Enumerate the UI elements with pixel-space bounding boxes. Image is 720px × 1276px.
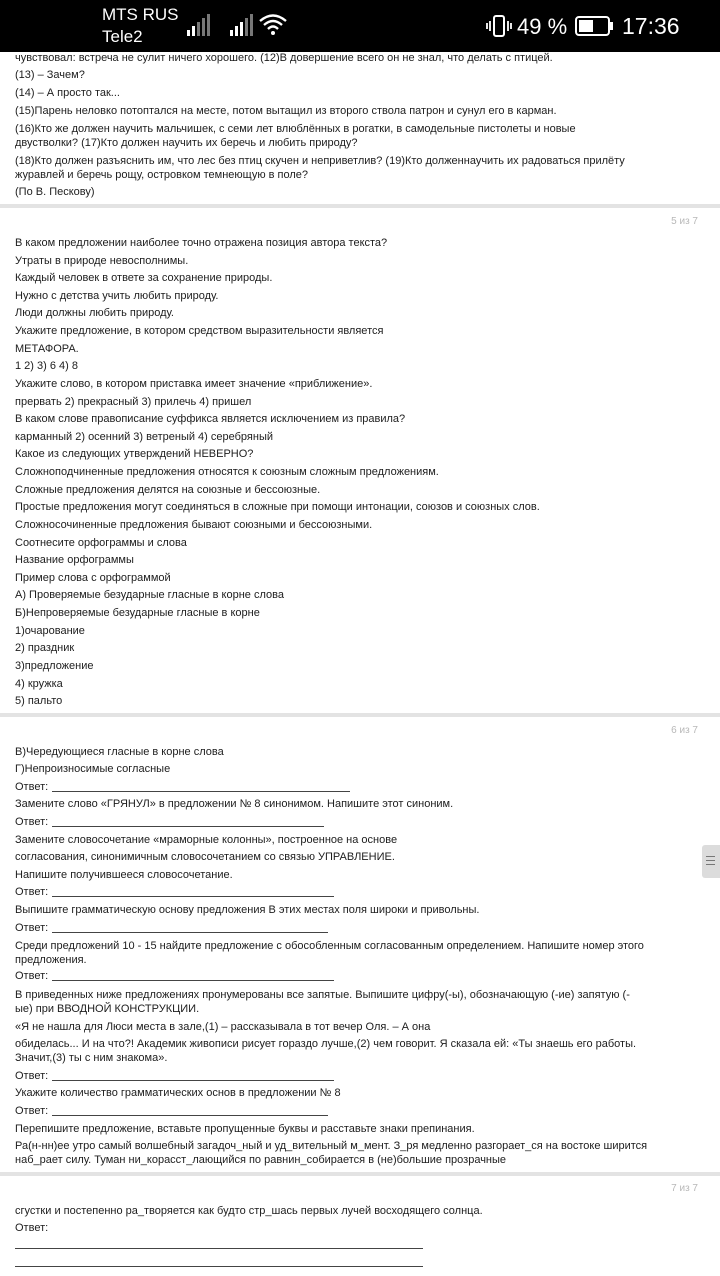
answer-label: Ответ:: [15, 1105, 49, 1117]
text-line: Пример слова с орфограммой: [15, 572, 171, 584]
text-line: Замените слово «ГРЯНУЛ» в предложении № 8 синонимом. Напишите этот синоним.: [15, 798, 454, 810]
carrier-secondary: Tele2: [102, 27, 143, 46]
answer-line: [15, 1266, 423, 1267]
answer-line: [52, 932, 328, 933]
text-line: Выпишите грамматическую основу предложения В этих местах поля широки и привольны.: [15, 904, 480, 916]
text-line: Замените словосочетание «мраморные колонны», построенное на основе: [15, 834, 398, 846]
signal-strength-icon: [187, 14, 211, 36]
answer-label: Ответ:: [15, 1070, 49, 1082]
answer-line: [52, 980, 334, 981]
text-line: предложения.: [15, 954, 87, 966]
answer-label: Ответ:: [15, 1222, 49, 1234]
text-line: Значит,(3) ты с ним знакома».: [15, 1052, 168, 1064]
page-separator: [0, 1172, 720, 1176]
text-line: Г)Непроизносимые согласные: [15, 763, 171, 775]
text-line: Соотнесите орфограммы и слова: [15, 537, 187, 549]
text-line: В каком предложении наиболее точно отражена позиция автора текста?: [15, 237, 388, 249]
scroll-handle[interactable]: [702, 845, 720, 878]
text-line: (16)Кто же должен научить мальчишек, с семи лет влюблённых в рогатки, в самодельные пистолеты и новые: [15, 123, 576, 135]
text-line: «Я не нашла для Люси места в зале,(1) – рассказывала в тот вечер Оля. – А она: [15, 1021, 431, 1033]
text-line: Сложносочиненные предложения бывают союзными и бессоюзными.: [15, 519, 373, 531]
text-line: 1)очарование: [15, 625, 85, 637]
text-line: В приведенных ниже предложениях пронумерованы все запятые. Выпишите цифру(-ы), обозначающую (-ие) запятую (-: [15, 989, 630, 1001]
page-number: 5 из 7: [671, 216, 698, 227]
text-line: Люди должны любить природу.: [15, 307, 174, 319]
wifi-icon: [258, 13, 288, 37]
answer-line: [52, 1115, 328, 1116]
carrier-primary: MTS RUS: [102, 5, 179, 24]
text-line: (По В. Пескову): [15, 186, 95, 198]
answer-label: Ответ:: [15, 886, 49, 898]
text-line: Каждый человек в ответе за сохранение природы.: [15, 272, 273, 284]
answer-label: Ответ:: [15, 970, 49, 982]
answer-label: Ответ:: [15, 816, 49, 828]
text-line: (18)Кто должен разъяснить им, что лес без птиц скучен и неприветлив? (19)Кто долженнаучить их радоваться прилёту: [15, 155, 625, 167]
text-line: МЕТАФОРА.: [15, 343, 79, 355]
page-separator: [0, 713, 720, 717]
text-line: наб_рает силу. Туман ни_корасст_лающийся по равнин_собирается в (не)большие прозрачные: [15, 1154, 507, 1166]
text-line: Утраты в природе невосполнимы.: [15, 255, 189, 267]
document-view[interactable]: [0, 52, 720, 1276]
text-line: Б)Непроверяемые безударные гласные в корне: [15, 607, 260, 619]
text-line: обиделась... И на что?! Академик живописи рисует гораздо лучше,(2) чем говорит. Я сказала ей: «Ты знаешь его работы.: [15, 1038, 637, 1050]
battery-percent: 49 %: [517, 14, 568, 39]
text-line: прервать 2) прекрасный 3) прилечь 4) пришел: [15, 396, 252, 408]
text-line: 1 2) 3) 6 4) 8: [15, 360, 78, 372]
vibrate-icon: [486, 14, 512, 38]
clock: 17:36: [622, 13, 680, 39]
answer-line: [52, 1080, 334, 1081]
text-line: ые) при ВВОДНОЙ КОНСТРУКЦИИ.: [15, 1003, 200, 1015]
status-bar: [0, 0, 720, 52]
text-line: журавлей и беречь рощу, островком темнеющую в поле?: [15, 169, 309, 181]
text-line: чувствовал: встреча не сулит ничего хорошего. (12)В довершение всего он не знал, что делать с птицей.: [15, 52, 553, 64]
text-line: Укажите количество грамматических основ в предложении № 8: [15, 1087, 341, 1099]
text-line: Перепишите предложение, вставьте пропущенные буквы и расставьте знаки препинания.: [15, 1123, 475, 1135]
text-line: согласования, синонимичным словосочетанием со связью УПРАВЛЕНИЕ.: [15, 851, 395, 863]
page-separator: [0, 204, 720, 208]
text-line: 4) кружка: [15, 678, 63, 690]
page-number: 6 из 7: [671, 725, 698, 736]
text-line: двустволки? (17)Кто должен научить их беречь и любить природу?: [15, 137, 358, 149]
text-line: Среди предложений 10 - 15 найдите предложение с обособленным согласованным определением. Напишите номер этого: [15, 940, 644, 952]
text-line: Ра(н-нн)ее утро самый волшебный загадоч_ный и уд_вительный м_мент. З_ря медленно разгорает_ся на востоке ширится: [15, 1140, 648, 1152]
answer-label: Ответ:: [15, 781, 49, 793]
text-line: (15)Парень неловко потоптался на месте, потом вытащил из второго ствола патрон и сунул его в карман.: [15, 105, 557, 117]
text-line: В каком слове правописание суффикса является исключением из правила?: [15, 413, 406, 425]
text-line: Простые предложения могут соединяться в сложные при помощи интонации, союзов и союзных слов.: [15, 501, 540, 513]
answer-label: Ответ:: [15, 922, 49, 934]
text-line: Какое из следующих утверждений НЕВЕРНО?: [15, 448, 254, 460]
text-line: Сложноподчиненные предложения относятся к союзным сложным предложениям.: [15, 466, 439, 478]
text-line: сгустки и постепенно ра_творяется как будто стр_шась первых лучей восходящего солнца.: [15, 1205, 483, 1217]
text-line: Сложные предложения делятся на союзные и бессоюзные.: [15, 484, 321, 496]
answer-line: [15, 1248, 423, 1249]
text-line: карманный 2) осенний 3) ветреный 4) серебряный: [15, 431, 274, 443]
answer-line: [52, 826, 324, 827]
text-line: Название орфограммы: [15, 554, 134, 566]
text-line: Нужно с детства учить любить природу.: [15, 290, 219, 302]
text-line: 2) праздник: [15, 642, 75, 654]
answer-line: [52, 791, 350, 792]
text-line: В)Чередующиеся гласные в корне слова: [15, 746, 224, 758]
text-line: Укажите слово, в котором приставка имеет значение «приближение».: [15, 378, 373, 390]
text-line: (14) – А просто так...: [15, 87, 120, 99]
answer-line: [52, 896, 334, 897]
text-line: А) Проверяемые безударные гласные в корне слова: [15, 589, 284, 601]
signal-strength-icon-sim2: [230, 14, 254, 36]
text-line: (13) – Зачем?: [15, 69, 85, 81]
text-line: 3)предложение: [15, 660, 94, 672]
text-line: Укажите предложение, в котором средством выразительности является: [15, 325, 384, 337]
text-line: 5) пальто: [15, 695, 63, 707]
battery-icon: [575, 15, 615, 37]
page-number: 7 из 7: [671, 1183, 698, 1194]
text-line: Напишите получившееся словосочетание.: [15, 869, 233, 881]
